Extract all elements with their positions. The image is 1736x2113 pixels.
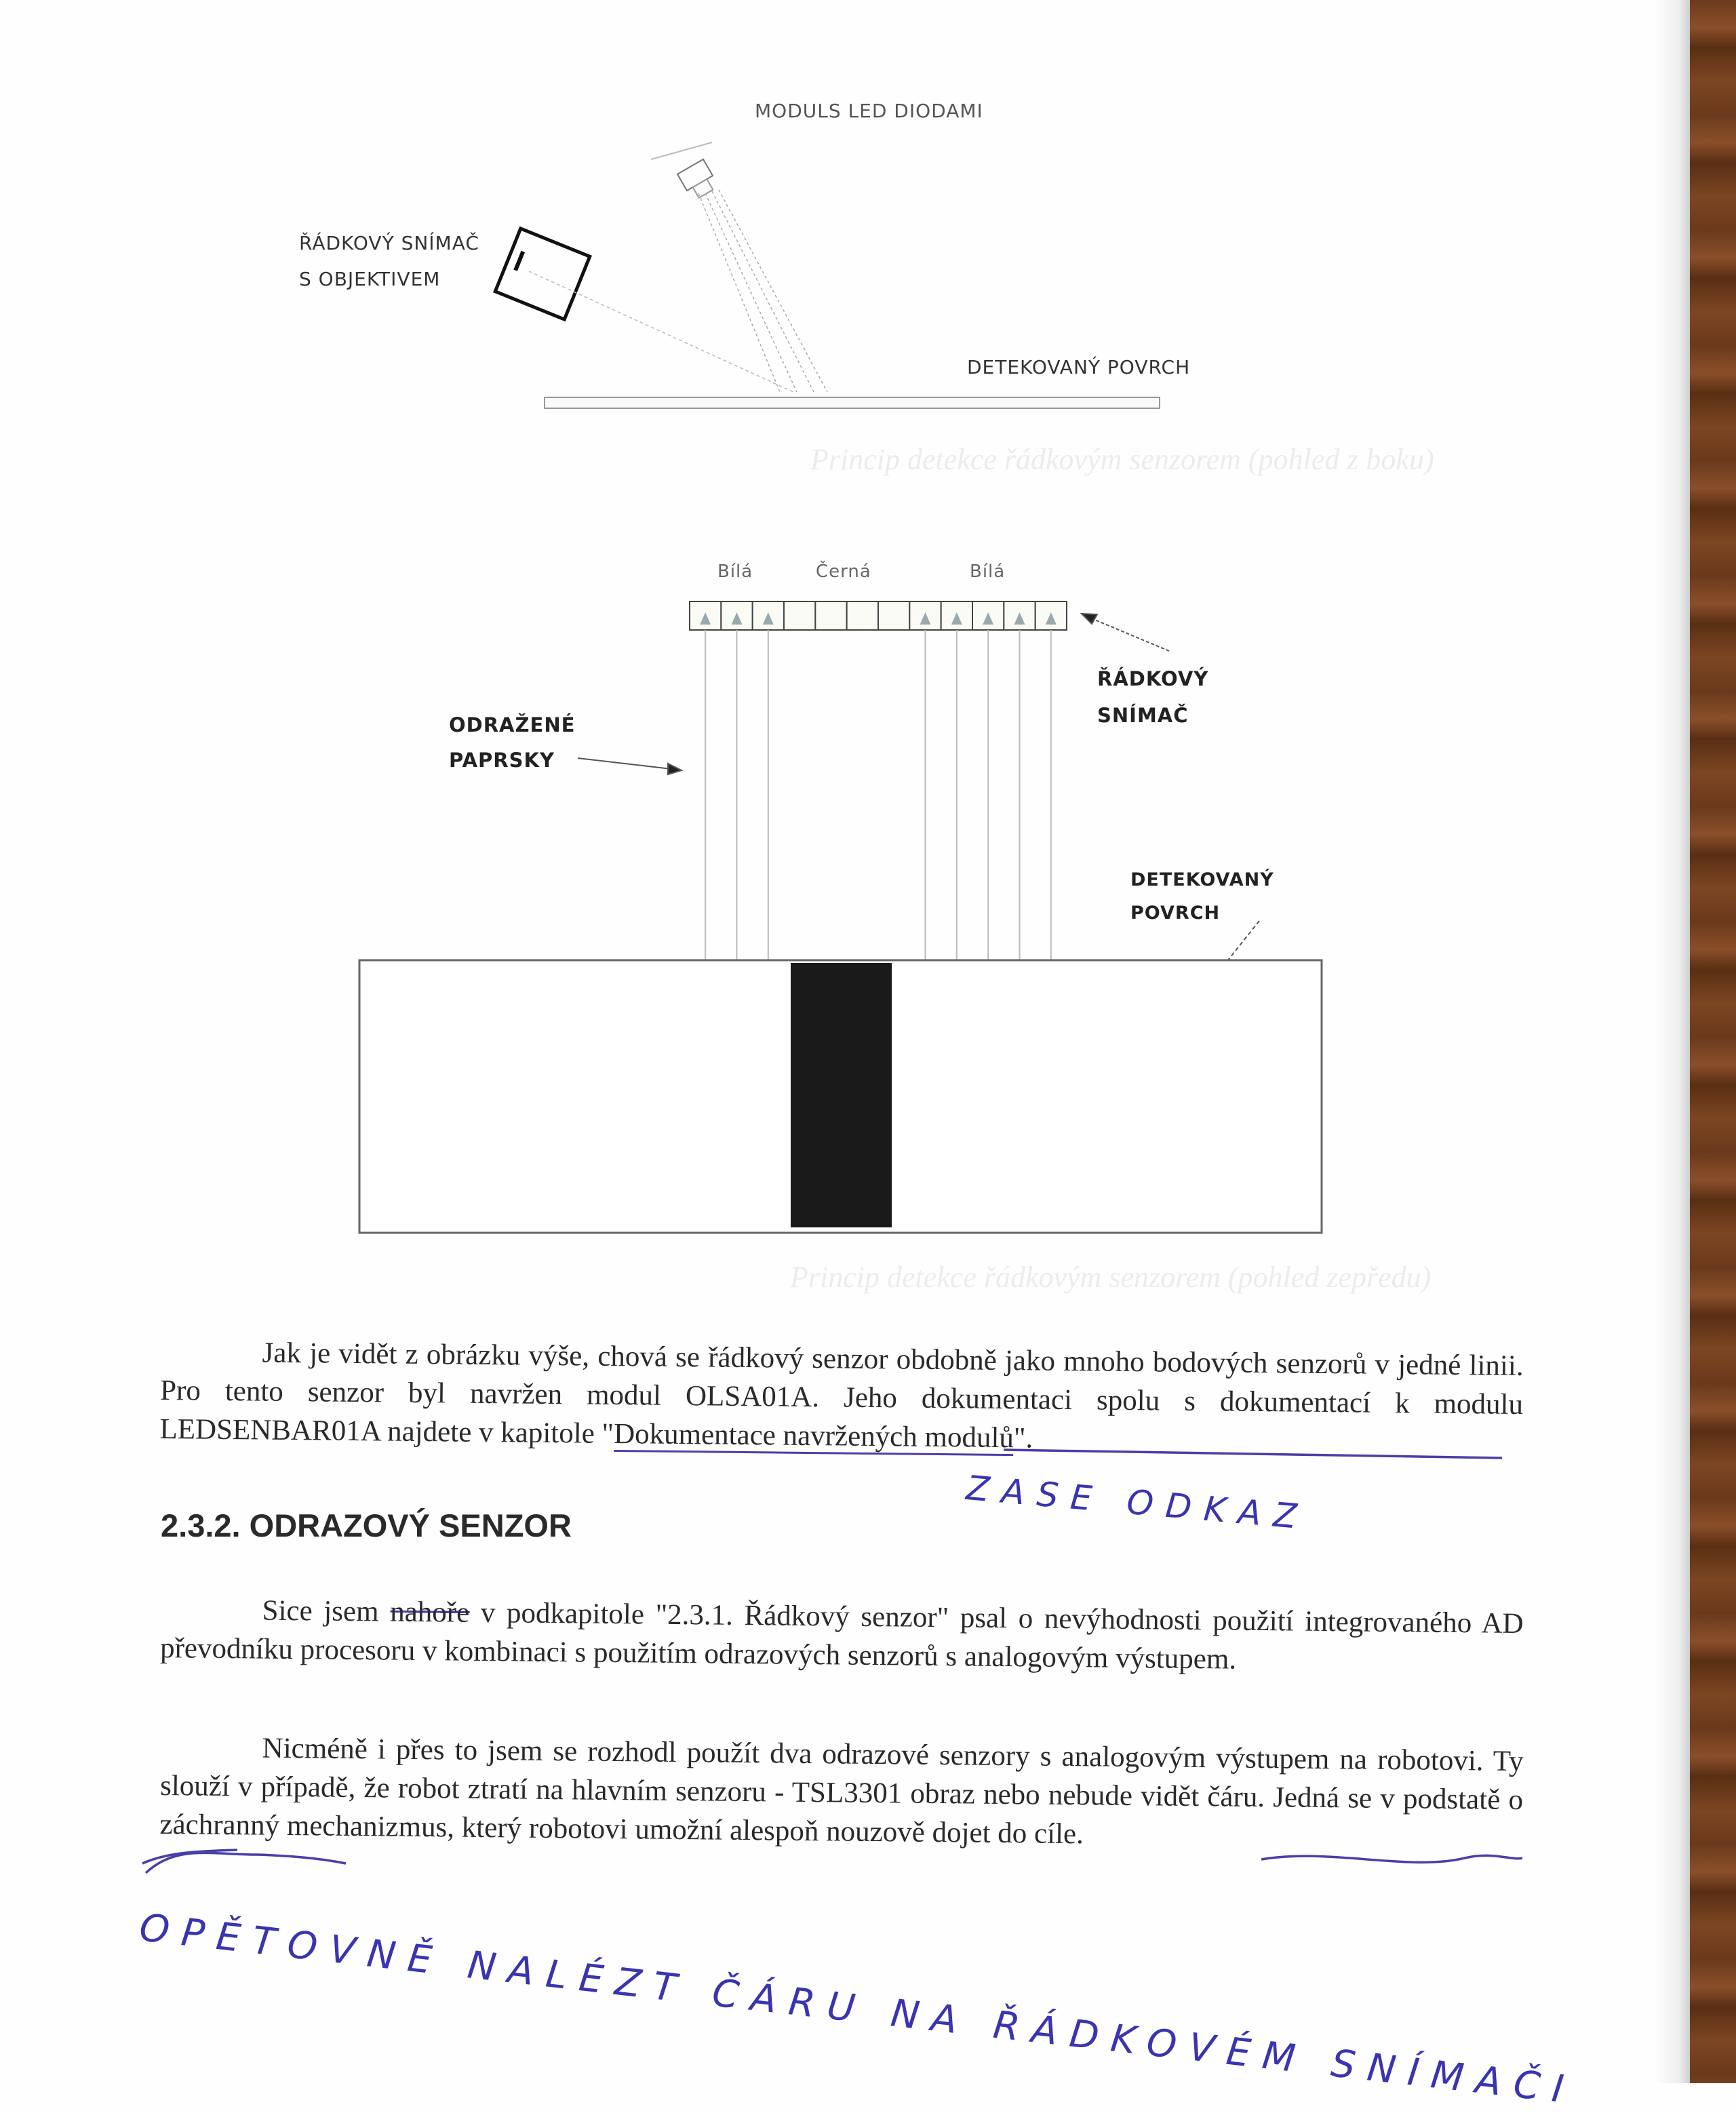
sensor-arrow bbox=[1082, 614, 1169, 651]
sensor-label-line1: ŘÁDKOVÝ bbox=[1097, 667, 1209, 690]
led-rays bbox=[698, 190, 827, 392]
handwritten-note-bottom: OPĚTOVNĚ NALÉZT ČÁRU NA ŘÁDKOVÉM SNÍMAČI bbox=[137, 1905, 1578, 2113]
struck-word: nahoře bbox=[389, 1596, 470, 1629]
zone-label-white-left: Bílá bbox=[717, 561, 753, 582]
struck-phrase: alespoň nouzově dojet do cíle bbox=[729, 1814, 1077, 1851]
line-sensor-row bbox=[690, 601, 1067, 630]
paragraph-2 bbox=[160, 1590, 1524, 1682]
paragraph-1-text: Jak je vidět z obrázku výše, chová se řádkový senzor obdobně jako mnoho bodových senzorů v jedné linii. Pro tento senzor byl navržen modul OLSA01A. Jeho dokumentaci spolu s dokumentací k modulu LEDSENBAR01A najdete v kapitole " bbox=[159, 1337, 1524, 1450]
handwritten-note-reference: ZASE ODKAZ bbox=[964, 1468, 1311, 1538]
zone-label-white-right: Bílá bbox=[970, 561, 1006, 582]
paragraph-1-end: ". bbox=[1013, 1422, 1033, 1455]
sensor-label-line2: SNÍMAČ bbox=[1097, 704, 1189, 727]
reflected-ray bbox=[529, 271, 793, 392]
section-heading: 2.3.2. ODRAZOVÝ SENZOR bbox=[161, 1507, 572, 1543]
rays-arrow bbox=[578, 758, 682, 774]
paragraph-3-text: Nicméně i přes to jsem se rozhodl použít dva odrazové senzory s analogovým výstupem na robotovi. Ty slouží v případě, že robot ztratí na hlavním senzoru - TSL3301 obraz nebo nebude vidět čáru. Jedná se v podstatě o záchranný mechanizmus, který robotovi umožní bbox=[159, 1732, 1524, 1847]
paragraph-2-start: Sice jsem bbox=[262, 1594, 391, 1628]
underlined-chapter-reference: Dokumentace navržených modulů bbox=[614, 1418, 1014, 1456]
sensor-cell bbox=[815, 601, 846, 630]
wavy-strike-line bbox=[142, 1850, 237, 1863]
side-surface-label: DETEKOVANÝ POVRCH bbox=[967, 356, 1191, 378]
sensor-cell bbox=[784, 601, 815, 630]
paragraph-3-end: . bbox=[1076, 1818, 1084, 1851]
rays-label-line1: ODRAŽENÉ bbox=[449, 713, 576, 736]
paragraph-1 bbox=[159, 1332, 1524, 1463]
front-surface-label-line2: POVRCH bbox=[1130, 903, 1221, 924]
paragraph-3 bbox=[159, 1728, 1524, 1858]
paragraph-2-text: v podkapitole "2.3.1. Řádkový senzor" psal o nevýhodnosti použití integrovaného AD převodníku procesoru v kombinaci s použitím odrazových senzorů s analogovým výstupem. bbox=[159, 1596, 1524, 1676]
wavy-strike-line bbox=[146, 1853, 346, 1873]
sensor-cell bbox=[878, 601, 909, 630]
camera-label-line1: ŘÁDKOVÝ SNÍMAČ bbox=[299, 232, 479, 254]
front-surface-label-line1: DETEKOVANÝ bbox=[1130, 869, 1274, 890]
front-view-caption: Princip detekce řádkovým senzorem (pohled zepředu) bbox=[790, 1261, 1432, 1294]
sensor-cell bbox=[847, 601, 878, 630]
side-view-caption: Princip detekce řádkovým senzorem (pohled z boku) bbox=[810, 443, 1434, 476]
line-camera-icon bbox=[495, 229, 589, 319]
led-module-icon bbox=[677, 159, 719, 201]
black-line bbox=[791, 963, 892, 1227]
camera-label-line2: S OBJEKTIVEM bbox=[299, 268, 441, 290]
rays-label-line2: PAPRSKY bbox=[449, 749, 555, 772]
zone-label-black: Černá bbox=[816, 561, 871, 582]
detected-surface-side bbox=[545, 397, 1160, 408]
led-module-label: MODULS LED DIODAMI bbox=[755, 100, 983, 122]
